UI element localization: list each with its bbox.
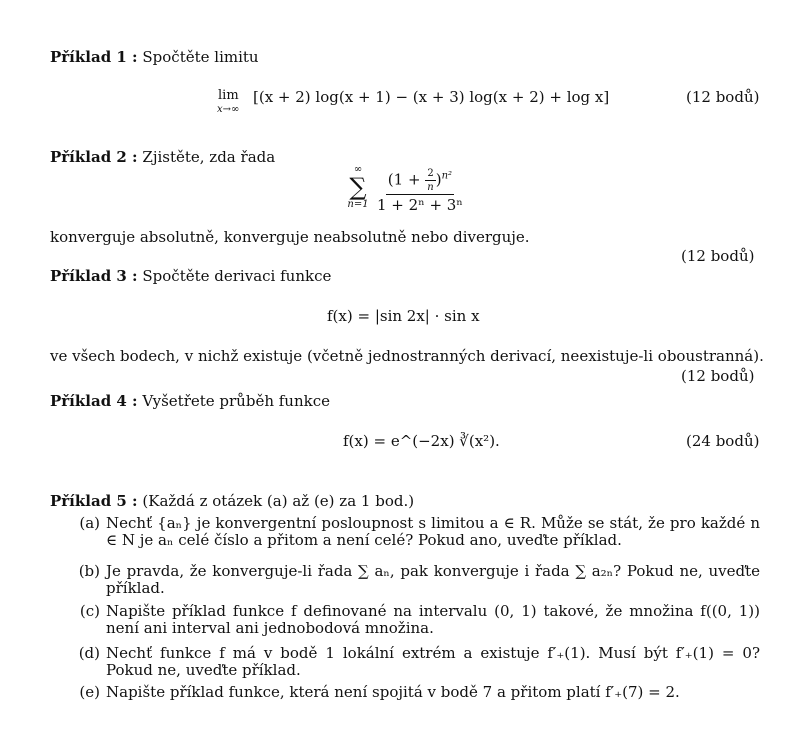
problem-2-points: (12 bodů) bbox=[681, 247, 755, 265]
lim-operator: lim bbox=[218, 88, 239, 103]
sum-sign: ∑ bbox=[349, 173, 367, 201]
question-label: (b) bbox=[78, 562, 100, 580]
question-label: (e) bbox=[79, 683, 100, 701]
problem-1-text: Spočtěte limitu bbox=[142, 48, 259, 66]
sum-upper-limit: ∞ bbox=[353, 164, 363, 175]
problem-1-title: Příklad 1 : bbox=[50, 48, 138, 66]
problem-4-text: Vyšetřete průběh funkce bbox=[142, 392, 330, 410]
question-text: Je pravda, že konverguje-li řada ∑ aₙ, pak konverguje i řada ∑ a₂ₙ? Pokud ne, uveďte příklad. bbox=[106, 562, 760, 597]
problem-4-heading bbox=[50, 392, 330, 410]
problem-5-heading bbox=[50, 492, 414, 510]
question-e bbox=[75, 684, 760, 704]
problem-2-text2: konverguje absolutně, konverguje neabsolutně nebo diverguje. bbox=[50, 228, 530, 246]
problem-5-text: (Každá z otázek (a) až (e) za 1 bod.) bbox=[142, 492, 415, 510]
problem-3-text2: ve všech bodech, v nichž existuje (včetně jednostranných derivací, neexistuje-li oboustranná). bbox=[50, 347, 764, 365]
problem-4-points: (24 bodů) bbox=[686, 432, 760, 450]
problem-3-heading bbox=[50, 267, 331, 285]
question-b bbox=[75, 563, 760, 599]
problem-2-heading bbox=[50, 148, 275, 166]
problem-1-points: (12 bodů) bbox=[686, 88, 760, 106]
problem-1-expression: [(x + 2) log(x + 1) − (x + 3) log(x + 2) + log x] bbox=[253, 88, 610, 106]
question-d bbox=[75, 645, 760, 681]
problem-3-points: (12 bodů) bbox=[681, 367, 755, 385]
question-label: (a) bbox=[79, 514, 100, 532]
question-label: (c) bbox=[79, 602, 100, 620]
problem-3-text: Spočtěte derivaci funkce bbox=[142, 267, 332, 285]
question-label: (d) bbox=[78, 644, 100, 662]
problem-4-formula: f(x) = e^(−2x) ∛(x²). bbox=[343, 432, 500, 450]
problem-2-fraction bbox=[375, 168, 465, 214]
lim-subscript: x→∞ bbox=[217, 104, 240, 115]
problem-1-heading bbox=[50, 48, 259, 66]
question-text: Nechť funkce f má v bodě 1 lokální extrém a existuje f′₊(1). Musí být f′₊(1) = 0? Pokud ne, uveďte příklad. bbox=[106, 644, 760, 679]
question-text: Nechť {aₙ} je konvergentní posloupnost s limitou a ∈ R. Může se stát, že pro každé n ∈ N je aₙ celé číslo a přitom a není celé? Pokud ano, uveďte příklad. bbox=[106, 514, 760, 549]
problem-1-lim bbox=[218, 88, 239, 103]
problem-2-text: Zjistěte, zda řada bbox=[142, 148, 276, 166]
series-numerator: (1 + $\frac{2}{n}$ )$^{n^2}$ bbox=[387, 168, 453, 193]
problem-5-title: Příklad 5 : bbox=[50, 492, 138, 510]
question-c bbox=[75, 603, 760, 639]
series-denominator: 1 + 2ⁿ + 3ⁿ bbox=[377, 196, 463, 214]
question-text: Napište příklad funkce, která není spojitá v bodě 7 a přitom platí f′₊(7) = 2. bbox=[106, 683, 680, 701]
question-a bbox=[75, 515, 760, 551]
problem-2-sum bbox=[345, 164, 371, 210]
problem-3-formula: f(x) = |sin 2x| · sin x bbox=[327, 307, 480, 325]
question-text: Napište příklad funkce f definované na intervalu (0, 1) takové, že množina f((0, 1)) není ani interval ani jednobodová množina. bbox=[106, 602, 760, 637]
problem-4-title: Příklad 4 : bbox=[50, 392, 138, 410]
problem-2-title: Příklad 2 : bbox=[50, 148, 138, 166]
problem-3-title: Příklad 3 : bbox=[50, 267, 138, 285]
sum-lower-limit: n=1 bbox=[347, 199, 369, 210]
